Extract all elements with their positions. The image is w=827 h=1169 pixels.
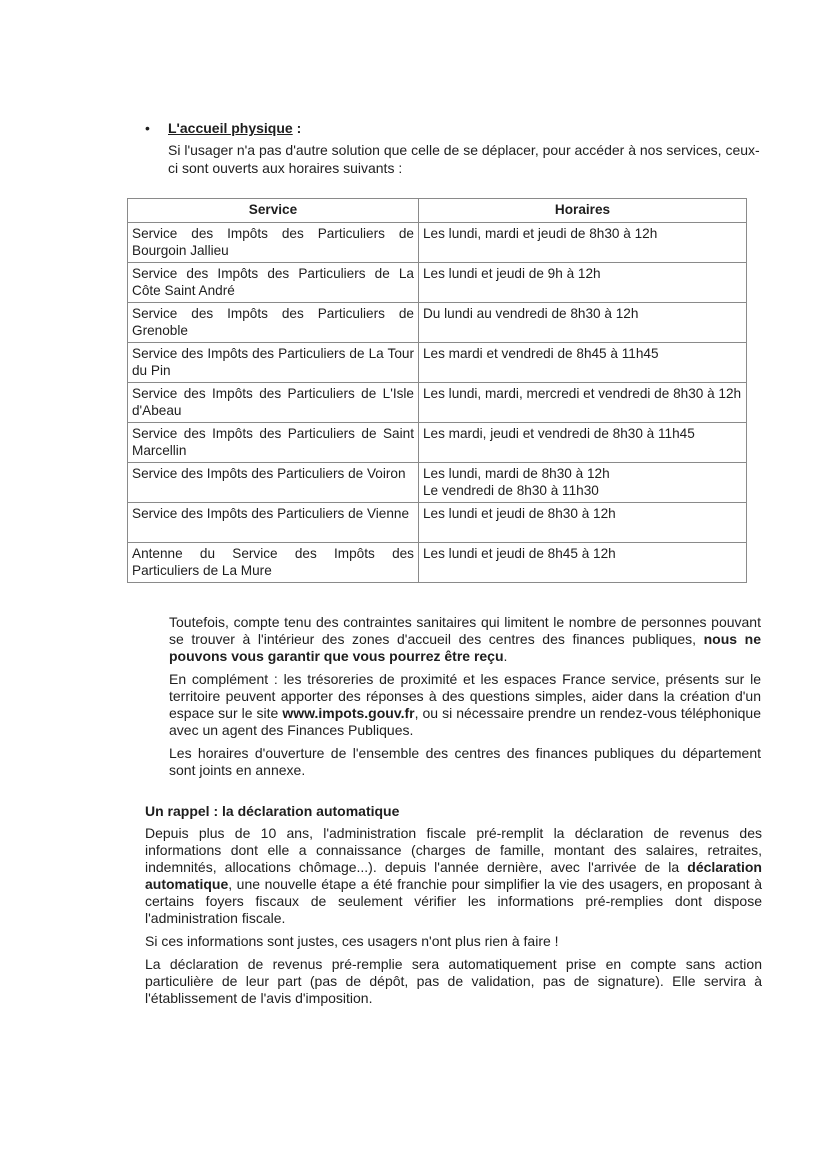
service-cell: Service des Impôts des Particuliers de Grenoble xyxy=(128,303,419,343)
table-row xyxy=(128,423,747,463)
hours-cell xyxy=(418,223,746,263)
note-text: En complément : les trésoreries de proximité et les espaces France service, présents sur le territoire peuvent apporter des réponses à des questions simples, aider dans la création d'un espace sur le site xyxy=(169,671,761,721)
hours-table xyxy=(127,198,747,583)
service-cell: Service des Impôts des Particuliers de L'Isle d'Abeau xyxy=(128,383,419,423)
rappel-section xyxy=(145,803,762,1013)
table-row xyxy=(128,263,747,303)
note-end: . xyxy=(503,648,508,664)
section-title-text: L'accueil physique xyxy=(168,120,293,136)
rappel-bold: déclaration automatique xyxy=(145,859,762,892)
hours-line: Les lundi, mardi de 8h30 à 12h xyxy=(422,466,610,481)
hours-cell xyxy=(418,503,746,543)
note-text: Toutefois, compte tenu des contraintes sanitaires qui limitent le nombre de personnes pouvant se trouver à l'intérieur des zones d'accueil des centres des finances publiques, xyxy=(169,614,761,647)
hours-line: Les lundi, mardi, mercredi et vendredi de 8h30 à 12h xyxy=(422,386,742,401)
hours-line: Les lundi et jeudi de 9h à 12h xyxy=(422,266,601,281)
table-row xyxy=(128,223,747,263)
hours-cell xyxy=(418,263,746,303)
note-paragraph xyxy=(169,671,761,739)
section-title-suffix: : xyxy=(292,120,302,136)
notes-block xyxy=(169,614,761,785)
hours-line: Le vendredi de 8h30 à 11h30 xyxy=(422,482,599,498)
rappel-paragraph xyxy=(145,825,762,927)
rappel-paragraph: Si ces informations sont justes, ces usagers n'ont plus rien à faire ! xyxy=(145,933,559,949)
header-horaires: Horaires xyxy=(418,199,746,223)
rappel-text: Depuis plus de 10 ans, l'administration fiscale pré-remplit la déclaration de revenus des informations dont elle a connaissance (charges de famille, montant des salaires, retraites, indemnités, allocations chômage...). depuis l'année dernière, avec l'arrivée de la xyxy=(145,825,762,875)
hours-cell xyxy=(418,303,746,343)
service-cell: Antenne du Service des Impôts des Particuliers de La Mure xyxy=(128,543,419,583)
hours-cell xyxy=(418,543,746,583)
table-header-row xyxy=(128,199,747,223)
rappel-text-end: , une nouvelle étape a été franchie pour simplifier la vie des usagers, en proposant à certains foyers fiscaux de seulement vérifier les informations pré-remplies dont dispose l'administration fiscale. xyxy=(145,876,762,926)
hours-line: Les lundi, mardi et jeudi de 8h30 à 12h xyxy=(422,226,658,241)
service-cell: Service des Impôts des Particuliers de Saint Marcellin xyxy=(128,423,419,463)
hours-line: Les lundi et jeudi de 8h30 à 12h xyxy=(422,506,616,521)
note-bold: nous ne pouvons vous garantir que vous pourrez être reçu xyxy=(169,631,761,664)
note-end: , ou si nécessaire prendre un rendez-vous téléphonique avec un agent des Finances Publiques. xyxy=(169,705,761,738)
table-row xyxy=(128,463,747,503)
table-row xyxy=(128,543,747,583)
website-link[interactable]: www.impots.gouv.fr xyxy=(282,705,415,721)
hours-line: Du lundi au vendredi de 8h30 à 12h xyxy=(422,306,639,321)
service-cell: Service des Impôts des Particuliers de La Côte Saint André xyxy=(128,263,419,303)
table-row xyxy=(128,383,747,423)
service-cell: Service des Impôts des Particuliers de Bourgoin Jallieu xyxy=(128,223,419,263)
hours-line: Les lundi et jeudi de 8h45 à 12h xyxy=(422,546,616,561)
rappel-paragraph: La déclaration de revenus pré-remplie sera automatiquement prise en compte sans action particulière de leur part (pas de dépôt, pas de validation, pas de signature). Elle servira à l'établissement de l'avis d'imposition. xyxy=(145,956,762,1006)
hours-cell xyxy=(418,423,746,463)
note-paragraph: Les horaires d'ouverture de l'ensemble des centres des finances publiques du département sont joints en annexe. xyxy=(169,745,761,778)
hours-line: Les mardi, jeudi et vendredi de 8h30 à 11h45 xyxy=(422,426,695,441)
section-intro: Si l'usager n'a pas d'autre solution que celle de se déplacer, pour accéder à nos services, ceux-ci sont ouverts aux horaires suivants : xyxy=(168,142,760,176)
table-row xyxy=(128,503,747,543)
table-body xyxy=(128,223,747,583)
service-cell: Service des Impôts des Particuliers de La Tour du Pin xyxy=(128,343,419,383)
table-row xyxy=(128,303,747,343)
table-row xyxy=(128,343,747,383)
hours-line: Les mardi et vendredi de 8h45 à 11h45 xyxy=(422,346,659,361)
section-title xyxy=(168,119,301,137)
rappel-title: Un rappel : la déclaration automatique xyxy=(145,803,400,819)
service-cell: Service des Impôts des Particuliers de Voiron xyxy=(128,463,419,503)
hours-cell xyxy=(418,343,746,383)
note-paragraph xyxy=(169,614,761,665)
bullet-marker: • xyxy=(145,120,150,136)
service-cell: Service des Impôts des Particuliers de Vienne xyxy=(128,503,419,543)
hours-cell xyxy=(418,383,746,423)
header-service: Service xyxy=(128,199,419,223)
hours-cell xyxy=(418,463,746,503)
